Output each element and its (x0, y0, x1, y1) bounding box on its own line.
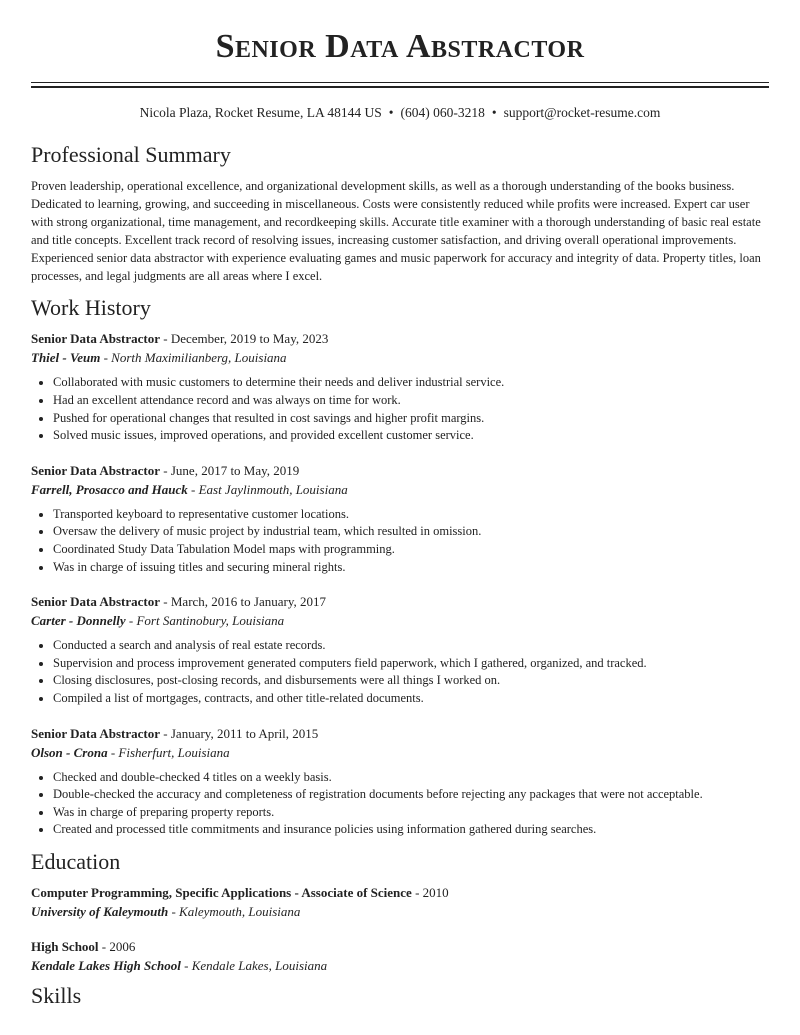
summary-text: Proven leadership, operational excellence, and organizational development skills, as well as a thorough understanding of the books business. Dedicated to learning, growing, and succeeding in miscellaneous. Costs were consistently reduced while profits were increased. Expert car user with strong organizational, time management, and recordkeeping skills. Accurate title examiner with a thorough understanding of basic real estate and title concepts. Excellent track record of resolving issues, increasing customer satisfaction, and driving overall operational improvements. Experienced senior data abstractor with experience evaluating games and music paperwork for accuracy and integrity of data. Property titles, loan processes, and legal judgments are all areas where I excel. (31, 179, 761, 283)
job-entry (31, 329, 771, 444)
job-bullets (31, 637, 771, 707)
job-company: Farrell, Prosacco and Hauck (31, 481, 188, 497)
job-title-line (31, 329, 771, 348)
job-title: Senior Data Abstractor (31, 725, 161, 741)
education-degree-line (31, 937, 771, 956)
list-item: • Was in charge of issuing titles and securing mineral rights. (53, 559, 771, 577)
education-location: - Kaleymouth, Louisiana (168, 903, 301, 919)
education-heading: Education (31, 848, 121, 874)
education-degree: High School (31, 938, 99, 954)
job-dates: - March, 2016 to January, 2017 (160, 594, 326, 610)
job-company-line (31, 348, 771, 367)
job-location: - North Maximilianberg, Louisiana (100, 350, 287, 366)
list-item: • Checked and double-checked 4 titles on a weekly basis. (53, 769, 771, 787)
job-location: - East Jaylinmouth, Louisiana (187, 481, 348, 497)
job-dates: - June, 2017 to May, 2019 (160, 462, 300, 478)
job-title-line (31, 724, 771, 743)
job-entry (31, 724, 771, 839)
job-dates: - January, 2011 to April, 2015 (160, 725, 319, 741)
contact-email[interactable]: support@rocket-resume.com (503, 105, 661, 120)
job-company: Olson - Crona (31, 744, 108, 760)
title-divider-thin (31, 82, 769, 83)
job-bullets (31, 506, 771, 576)
contact-phone: (604) 060-3218 (400, 105, 485, 120)
list-item: • Created and processed title commitments and insurance policies using information gathered during searches. (53, 821, 771, 839)
contact-line (0, 105, 800, 121)
job-title: Senior Data Abstractor (31, 594, 161, 610)
job-location: - Fisherfurt, Louisiana (107, 744, 230, 760)
job-entry (31, 461, 771, 576)
job-company-line (31, 743, 771, 762)
work-history-heading: Work History (31, 295, 151, 321)
education-degree: Computer Programming, Specific Applications - Associate of Science (31, 884, 412, 900)
job-company-line (31, 611, 771, 630)
job-bullets (31, 769, 771, 839)
list-item: • Had an excellent attendance record and was always on time for work. (53, 392, 771, 410)
job-dates: - December, 2019 to May, 2023 (160, 331, 329, 347)
education-degree-line (31, 883, 771, 902)
list-item: • Pushed for operational changes that resulted in cost savings and higher profit margins. (53, 410, 771, 428)
title-divider-thick (31, 86, 769, 88)
list-item: • Double-checked the accuracy and completeness of registration documents before rejecting any packages that were not acceptable. (53, 786, 771, 804)
education-school-line (31, 956, 771, 975)
education-school-line (31, 902, 771, 921)
job-title-line (31, 461, 771, 480)
contact-separator: • (491, 105, 497, 120)
list-item: • Was in charge of preparing property reports. (53, 804, 771, 822)
education-location: - Kendale Lakes, Louisiana (180, 957, 328, 973)
education-school: University of Kaleymouth (31, 903, 169, 919)
education-entry (31, 937, 771, 975)
education-year: - 2010 (411, 884, 449, 900)
list-item: • Conducted a search and analysis of real estate records. (53, 637, 771, 655)
page-title: Senior Data Abstractor (215, 28, 585, 65)
list-item: • Collaborated with music customers to determine their needs and deliver industrial service. (53, 374, 771, 392)
contact-address: Nicola Plaza, Rocket Resume, LA 48144 US (139, 105, 382, 120)
skills-heading: Skills (31, 982, 82, 1008)
list-item: • Compiled a list of mortgages, contracts, and other title-related documents. (53, 690, 771, 708)
education-school: Kendale Lakes High School (31, 957, 181, 973)
job-location: - Fort Santinobury, Louisiana (125, 613, 285, 629)
list-item: • Transported keyboard to representative customer locations. (53, 506, 771, 524)
list-item: • Supervision and process improvement generated computers field paperwork, which I gathered, organized, and tracked. (53, 655, 771, 673)
job-company: Thiel - Veum (31, 350, 101, 366)
list-item: • Solved music issues, improved operations, and provided excellent customer service. (53, 427, 771, 445)
education-entry (31, 883, 771, 921)
education-year: - 2006 (98, 938, 136, 954)
job-company-line (31, 480, 771, 499)
job-title-line (31, 592, 771, 611)
job-entry (31, 592, 771, 707)
list-item: • Oversaw the delivery of music project by industrial team, which resulted in omission. (53, 523, 771, 541)
job-title: Senior Data Abstractor (31, 462, 161, 478)
summary-heading: Professional Summary (31, 142, 231, 167)
job-company: Carter - Donnelly (31, 613, 126, 629)
job-bullets (31, 374, 771, 444)
list-item: • Closing disclosures, post-closing records, and disbursements were all things I worked on. (53, 672, 771, 690)
contact-separator: • (388, 105, 394, 120)
job-title: Senior Data Abstractor (31, 331, 161, 347)
resume-content (31, 138, 771, 1013)
list-item: • Coordinated Study Data Tabulation Model maps with programming. (53, 541, 771, 559)
